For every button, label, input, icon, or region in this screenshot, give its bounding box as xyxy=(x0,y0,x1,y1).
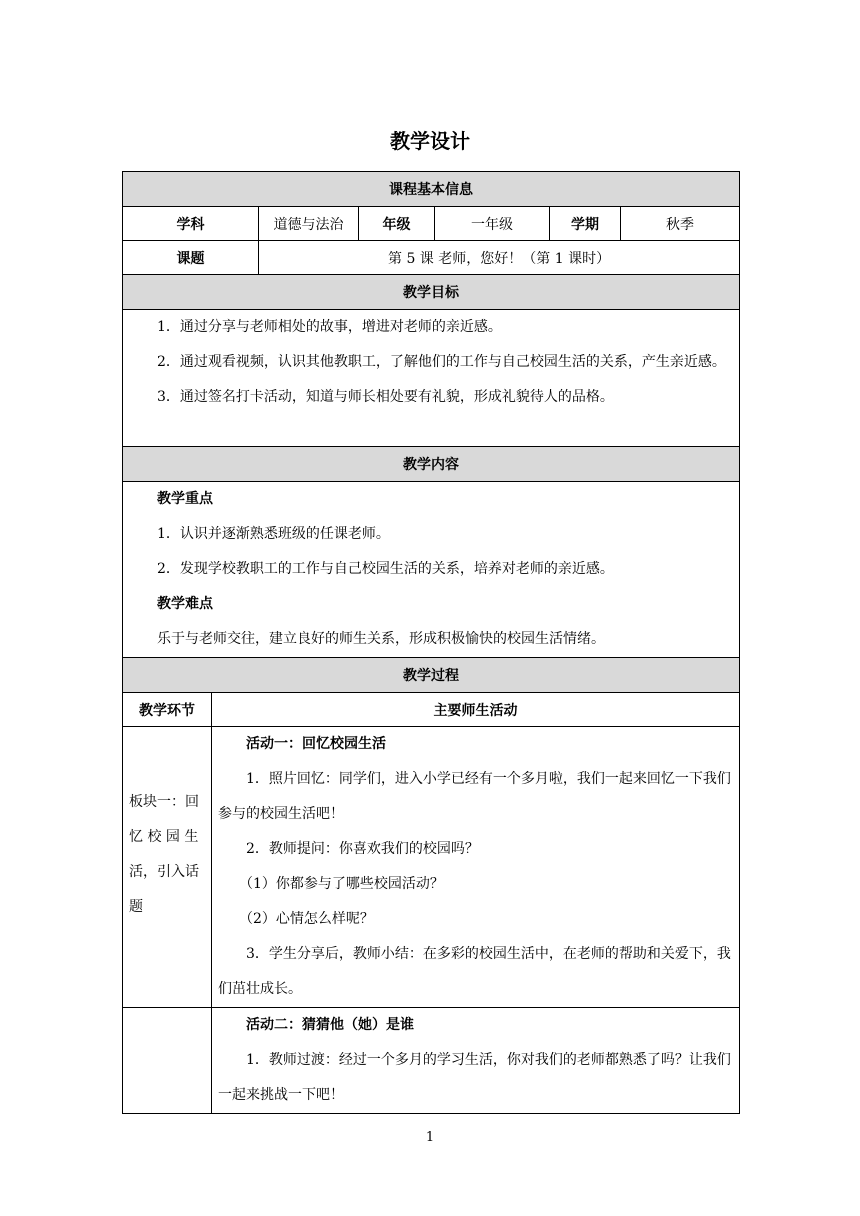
topic-label: 课题 xyxy=(123,241,259,275)
objectives-body xyxy=(123,310,740,447)
key-point-item: 2．发现学校教职工的工作与自己校园生活的关系，培养对老师的亲近感。 xyxy=(157,561,614,577)
objective-item: 2．通过观看视频，认识其他教职工，了解他们的工作与自己校园生活的关系，产生亲近感。 xyxy=(157,354,726,370)
basic-info-header: 课程基本信息 xyxy=(123,172,740,207)
term-label: 学期 xyxy=(550,207,621,241)
difficulty-label: 教学难点 xyxy=(157,596,213,612)
block1-stage: 板块一：回 忆 校 园 生活，引入话题 xyxy=(123,727,212,1008)
page-number: 1 xyxy=(425,1130,435,1145)
key-points-label: 教学重点 xyxy=(157,491,213,507)
subject-value: 道德与法治 xyxy=(259,207,359,241)
activity1-line: （2）心情怎么样呢？ xyxy=(239,911,374,927)
key-point-item: 1．认识并逐渐熟悉班级的任课老师。 xyxy=(157,526,390,542)
content-body xyxy=(123,482,740,658)
lesson-plan-table xyxy=(122,171,740,1114)
document-title: 教学设计 xyxy=(390,129,470,153)
content-header: 教学内容 xyxy=(123,447,740,482)
objectives-header: 教学目标 xyxy=(123,275,740,310)
grade-value: 一年级 xyxy=(435,207,550,241)
stage-column-header: 教学环节 xyxy=(123,693,212,727)
activity2-title: 活动二：猜猜他（她）是谁 xyxy=(246,1017,414,1033)
objective-item: 3．通过签名打卡活动，知道与师长相处要有礼貌，形成礼貌待人的品格。 xyxy=(157,389,614,405)
process-header: 教学过程 xyxy=(123,658,740,693)
block1-activities xyxy=(212,727,740,1008)
activity-column-header: 主要师生活动 xyxy=(212,693,740,727)
activity1-line: 1．照片回忆：同学们，进入小学已经有一个多月啦，我们一起来回忆一下我们参与的校园生活吧！ xyxy=(218,771,731,822)
activity2-line: 1．教师过渡：经过一个多月的学习生活，你对我们的老师都熟悉了吗？让我们一起来挑战一下吧！ xyxy=(218,1052,731,1103)
difficulty-text: 乐于与老师交往，建立良好的师生关系，形成积极愉快的校园生活情绪。 xyxy=(157,631,605,647)
activity1-line: 2．教师提问：你喜欢我们的校园吗？ xyxy=(246,841,479,857)
activity1-line: 3．学生分享后，教师小结：在多彩的校园生活中，在老师的帮助和关爱下，我们茁壮成长。 xyxy=(218,946,731,997)
grade-label: 年级 xyxy=(359,207,435,241)
objective-item: 1．通过分享与老师相处的故事，增进对老师的亲近感。 xyxy=(157,319,502,335)
block2-stage xyxy=(123,1008,212,1114)
subject-label: 学科 xyxy=(123,207,259,241)
term-value: 秋季 xyxy=(621,207,740,241)
activity1-line: （1）你都参与了哪些校园活动？ xyxy=(239,876,444,892)
block2-activities xyxy=(212,1008,740,1114)
topic-value: 第 5 课 老师，您好！（第 1 课时） xyxy=(259,241,740,275)
activity1-title: 活动一：回忆校园生活 xyxy=(246,736,386,752)
